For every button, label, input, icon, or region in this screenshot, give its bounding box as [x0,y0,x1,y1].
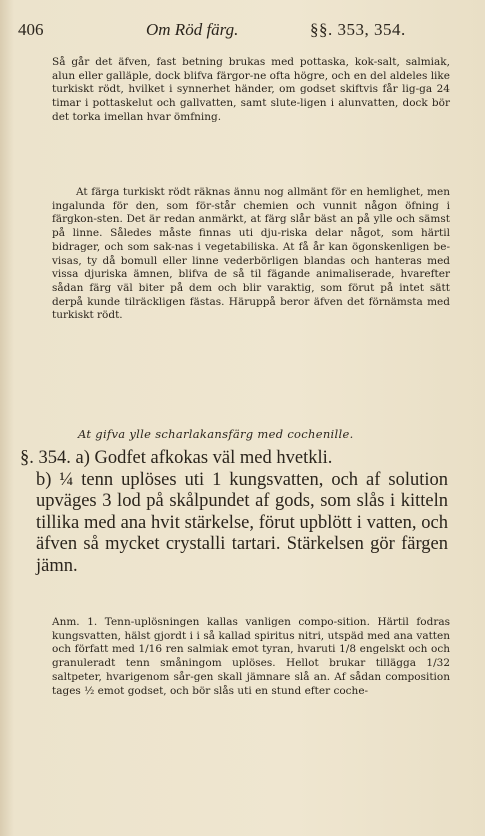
note-anm-1 [52,616,450,698]
paragraph-2 [52,186,450,323]
paragraph-2-text: At färga turkiskt rödt räknas ännu nog allmänt för en hemlighet, men ingalunda för den, som för-står chemien och vunnit någon öfning i färgkon-sten. Det är redan anmärkt, at färg slår bäst an på ylle och sämst på linne. Således måste finnas uti dju-riska delar något, som härtil bidrager, och som sak-nas i vegetabiliska. At få år kan ögonskenligen be-visas, ty då bomull eller linne vederbörligen blandas och hanteras med vissa djuriska ämnen, blifva de så til fägande animaliserade, hvarefter sådan färg väl biter på dem och blir varaktig, som förut på intet sätt derpå kunde tilräckligen fästas. Häruppå beror äfven det förnämsta med turkiskt rödt. [52,186,450,322]
paragraph-1 [52,56,450,125]
paragraph-1-text: Så går det äfven, fast betning brukas med pottaska, kok-salt, salmiak, alun eller galläple, dock blifva färgor-ne ofta högre, och en del aldeles like turkiskt rödt, hvilket i synnerhet händer, om godset skiftvis får lig-ga 24 timar i pottaskelut och gallvatten, samt slute-ligen i alunvatten, dock bör det torka imellan hvar ömfning. [52,56,450,123]
section-reference: §§. 353, 354. [310,20,406,39]
section-354-line-a: §. 354. a) Godfet afkokas väl med hvetkli. [20,448,333,468]
running-title: Om Röd färg. [146,20,239,39]
section-354 [20,448,448,578]
note-anm-1-text: Anm. 1. Tenn-uplösningen kallas vanligen compo-sition. Härtil fodras kungsvatten, hälst gjordt i i så kallad spiritus nitri, utspäd med ana vatten och författ med 1/16 ren salmiak emot tyran, hvaruti 1/8 engelskt och och granuleradt tenn småningom uplöses. Hellot brukar tillägga 1/32 saltpeter, hvarigenom sår-gen skall jämnare slå an. Af sådan composition tages ½ emot godset, och bör slås uti en stund efter coche- [52,616,450,697]
section-354-line-b: b) ¼ tenn uplöses uti 1 kungsvatten, och af solution upväges 3 lod på skålpundet af gods, som slås i kitteln tillika med ana hvit stärkelse, förut upblött i vatten, och äfven så mycket crystalli tartari. Stärkelsen gör färgen jämn. [36,469,448,576]
subheading: At gifva ylle scharlakansfärg med cochenille. [78,427,354,441]
page-number: 406 [18,20,44,39]
page-header [18,20,467,46]
